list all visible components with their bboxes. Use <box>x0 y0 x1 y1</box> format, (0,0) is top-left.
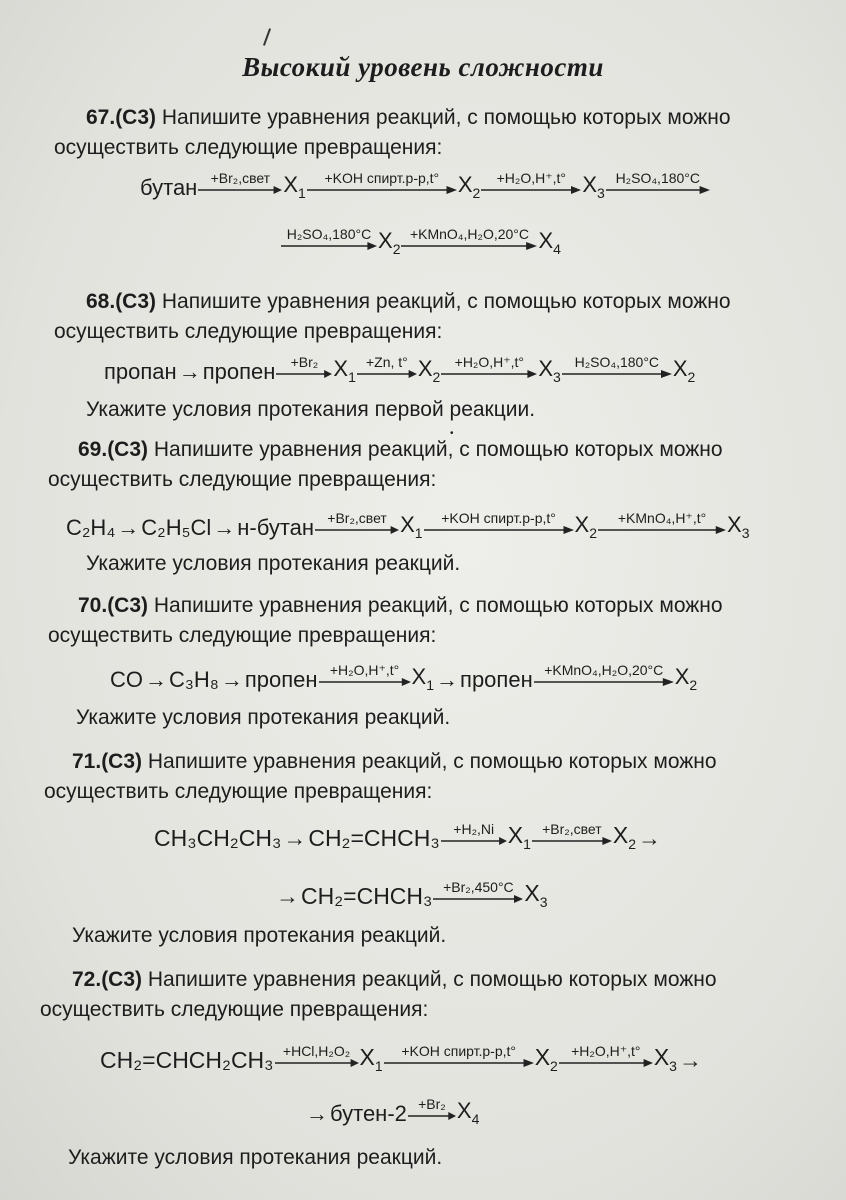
substance: пропен <box>460 667 533 692</box>
arrow-label: +KOH спирт.р-р,t° <box>324 170 440 186</box>
arrow-label: H₂SO₄,180°C <box>574 354 660 370</box>
task-71-note: Укажите условия протекания реакций. <box>72 924 447 947</box>
intermediate: $X_4$ <box>456 1098 480 1127</box>
substance: н-бутан <box>237 515 315 540</box>
arrow-label: +Br₂ <box>418 1096 446 1112</box>
arrow-icon: → <box>283 825 307 851</box>
substance: пропен <box>244 667 318 692</box>
arrow-label: +HCl,H₂O₂ <box>282 1043 351 1059</box>
intermediate: $X_1$ <box>283 172 306 201</box>
intermediate: $X_4$ <box>538 228 561 257</box>
task-prompt: Напишите уравнения реакций, с помощью которых можно <box>161 106 731 129</box>
reaction-arrow <box>408 1097 456 1121</box>
substance: C₃H₈ <box>169 667 219 692</box>
reaction-arrow <box>433 880 523 904</box>
task-prompt-cont: осуществить следующие превращения: <box>40 998 429 1021</box>
reaction-arrow <box>401 227 537 251</box>
arrow-shaft-icon <box>275 1058 359 1068</box>
arrow-icon: → <box>276 883 299 909</box>
arrow-icon: → <box>306 1101 328 1126</box>
task-prompt: Напишите уравнения реакций, с помощью которых можно <box>153 438 723 461</box>
task-71-header <box>72 750 717 774</box>
arrow-shaft-icon <box>307 185 457 195</box>
substance: пропан <box>104 359 177 384</box>
task-69-note: Укажите условия протекания реакций. <box>86 552 461 575</box>
task-68-chain <box>104 356 695 385</box>
reaction-arrow <box>534 663 674 687</box>
task-prompt: Напишите уравнения реакций, с помощью которых можно <box>153 594 723 617</box>
task-number: 70.(С3) <box>78 594 149 617</box>
arrow-label: +H₂O,H⁺,t° <box>454 354 525 370</box>
task-69-chain <box>66 512 750 541</box>
substance: CH₃CH₂CH₃ <box>154 825 282 851</box>
arrow-shaft-icon <box>276 369 332 379</box>
arrow-label: +KMnO₄,H₂O,20°C <box>544 662 664 678</box>
substance: CH₂=CHCH₃ <box>301 883 433 909</box>
arrow-label: +Br₂,свет <box>327 510 387 526</box>
arrow-shaft-icon <box>401 241 537 251</box>
reaction-arrow <box>559 1044 653 1068</box>
intermediate: $X_1$ <box>333 356 356 385</box>
reaction-arrow <box>357 355 417 379</box>
arrow-shaft-icon <box>433 894 523 904</box>
task-71-chain-row2 <box>274 880 548 910</box>
arrow-shaft-icon <box>534 677 674 687</box>
arrow-icon: → <box>638 825 661 851</box>
task-prompt: Напишите уравнения реакций, с помощью которых можно <box>147 750 717 773</box>
intermediate: $X_2$ <box>457 172 481 201</box>
intermediate: $X_1$ <box>411 664 435 693</box>
reaction-arrow <box>424 511 574 535</box>
arrow-label: +Br₂,свет <box>210 170 271 186</box>
substance: CH₂=CHCH₂CH₃ <box>100 1047 274 1073</box>
task-71-chain-row1 <box>154 822 663 852</box>
arrow-label: +KOH спирт.р-р,t° <box>441 510 556 526</box>
arrow-label: +H₂O,H⁺,t° <box>496 170 566 186</box>
reaction-arrow <box>562 355 672 379</box>
print-speck: • <box>450 428 454 439</box>
arrow-shaft-icon <box>315 525 399 535</box>
intermediate: $X_1$ <box>359 1044 383 1074</box>
intermediate: $X_2$ <box>672 356 696 385</box>
reaction-arrow <box>532 822 612 846</box>
reaction-arrow <box>276 355 332 379</box>
intermediate: $X_1$ <box>507 822 531 852</box>
reaction-arrow <box>598 511 726 535</box>
task-67-chain-row1 <box>140 172 711 201</box>
task-69-header <box>78 438 723 462</box>
pen-mark <box>263 28 271 46</box>
arrow-shaft-icon <box>562 369 672 379</box>
arrow-icon: → <box>436 667 459 692</box>
task-68-header <box>86 290 731 314</box>
task-number: 72.(С3) <box>72 968 143 991</box>
task-70-chain <box>110 664 697 693</box>
task-67-chain-row2 <box>280 228 561 257</box>
arrow-shaft-icon <box>424 525 574 535</box>
reaction-arrow <box>606 171 710 195</box>
intermediate: $X_3$ <box>582 172 605 201</box>
task-prompt-cont: осуществить следующие превращения: <box>44 780 433 803</box>
arrow-shaft-icon <box>532 836 612 846</box>
task-prompt-cont: осуществить следующие превращения: <box>54 136 443 159</box>
intermediate: $X_3$ <box>538 356 561 385</box>
arrow-label: +Zn, t° <box>365 354 408 370</box>
task-prompt-cont: осуществить следующие превращения: <box>48 624 437 647</box>
intermediate: $X_2$ <box>612 822 636 852</box>
intermediate: $X_3$ <box>653 1044 677 1074</box>
arrow-label: +KMnO₄,H₂O,20°C <box>409 226 530 242</box>
arrow-shaft-icon <box>441 836 507 846</box>
reaction-arrow <box>281 227 377 251</box>
arrow-label: +KMnO₄,H⁺,t° <box>617 510 707 526</box>
page-title: Высокий уровень сложности <box>242 52 604 82</box>
substance: C₂H₄ <box>66 515 116 540</box>
intermediate: $X_3$ <box>727 512 750 541</box>
intermediate: $X_1$ <box>400 512 423 541</box>
arrow-shaft-icon <box>319 677 411 687</box>
arrow-icon: → <box>145 667 167 692</box>
arrow-shaft-icon <box>408 1111 456 1121</box>
task-72-header <box>72 968 717 992</box>
task-prompt: Напишите уравнения реакций, с помощью которых можно <box>147 968 717 991</box>
reaction-arrow <box>441 355 537 379</box>
arrow-shaft-icon <box>384 1058 534 1068</box>
substance: CH₂=CHCH₃ <box>308 825 440 851</box>
reaction-arrow <box>307 171 457 195</box>
task-prompt-cont: осуществить следующие превращения: <box>54 320 443 343</box>
arrow-shaft-icon <box>357 369 417 379</box>
substance: бутен-2 <box>330 1101 407 1126</box>
task-prompt-cont: осуществить следующие превращения: <box>48 468 437 491</box>
reaction-arrow <box>481 171 581 195</box>
arrow-shaft-icon <box>559 1058 653 1068</box>
task-70-header <box>78 594 723 618</box>
reaction-arrow <box>315 511 399 535</box>
arrow-label: +Br₂ <box>290 354 319 370</box>
task-72-note: Укажите условия протекания реакций. <box>68 1146 443 1169</box>
task-70-note: Укажите условия протекания реакций. <box>76 706 451 729</box>
intermediate: $X_2$ <box>574 512 598 541</box>
task-72-chain-row1 <box>100 1044 704 1074</box>
task-number: 71.(С3) <box>72 750 143 773</box>
reaction-arrow <box>384 1044 534 1068</box>
intermediate: $X_2$ <box>674 664 698 693</box>
reaction-arrow <box>319 663 411 687</box>
task-67-header <box>86 106 731 130</box>
arrow-label: +Br₂,свет <box>542 821 602 837</box>
arrow-icon: → <box>678 1047 702 1073</box>
arrow-shaft-icon <box>598 525 726 535</box>
substance: пропен <box>202 359 276 384</box>
arrow-label: +KOH спирт.р-р,t° <box>401 1043 517 1059</box>
arrow-icon: → <box>213 515 236 540</box>
substance: C₂H₅Cl <box>141 515 212 540</box>
substance: бутан <box>140 175 198 200</box>
reaction-arrow <box>198 171 282 195</box>
arrow-label: +H₂,Ni <box>453 821 495 837</box>
task-number: 67.(С3) <box>86 106 157 129</box>
arrow-shaft-icon <box>481 185 581 195</box>
arrow-label: +H₂O,H⁺,t° <box>571 1043 641 1059</box>
task-68-note: Укажите условия протекания первой реакции. <box>86 398 536 421</box>
task-prompt: Напишите уравнения реакций, с помощью которых можно <box>161 290 731 313</box>
arrow-label: +Br₂,450°C <box>443 879 514 895</box>
task-72-chain-row2 <box>304 1098 479 1127</box>
arrow-shaft-icon <box>441 369 537 379</box>
arrow-shaft-icon <box>281 241 377 251</box>
task-number: 69.(С3) <box>78 438 149 461</box>
substance: CO <box>110 667 143 692</box>
intermediate: $X_2$ <box>534 1044 558 1074</box>
reaction-arrow <box>441 822 507 846</box>
arrow-label: H₂SO₄,180°C <box>286 226 372 242</box>
intermediate: $X_2$ <box>378 228 401 257</box>
arrow-icon: → <box>117 515 140 540</box>
arrow-icon: → <box>178 359 201 384</box>
arrow-shaft-icon <box>198 185 282 195</box>
arrow-label: H₂SO₄,180°C <box>615 170 701 186</box>
arrow-shaft-icon <box>606 185 710 195</box>
task-number: 68.(С3) <box>86 290 157 313</box>
intermediate: $X_2$ <box>417 356 441 385</box>
arrow-icon: → <box>220 667 243 692</box>
reaction-arrow <box>275 1044 359 1068</box>
arrow-label: +H₂O,H⁺,t° <box>329 662 400 678</box>
intermediate: $X_3$ <box>524 880 548 910</box>
